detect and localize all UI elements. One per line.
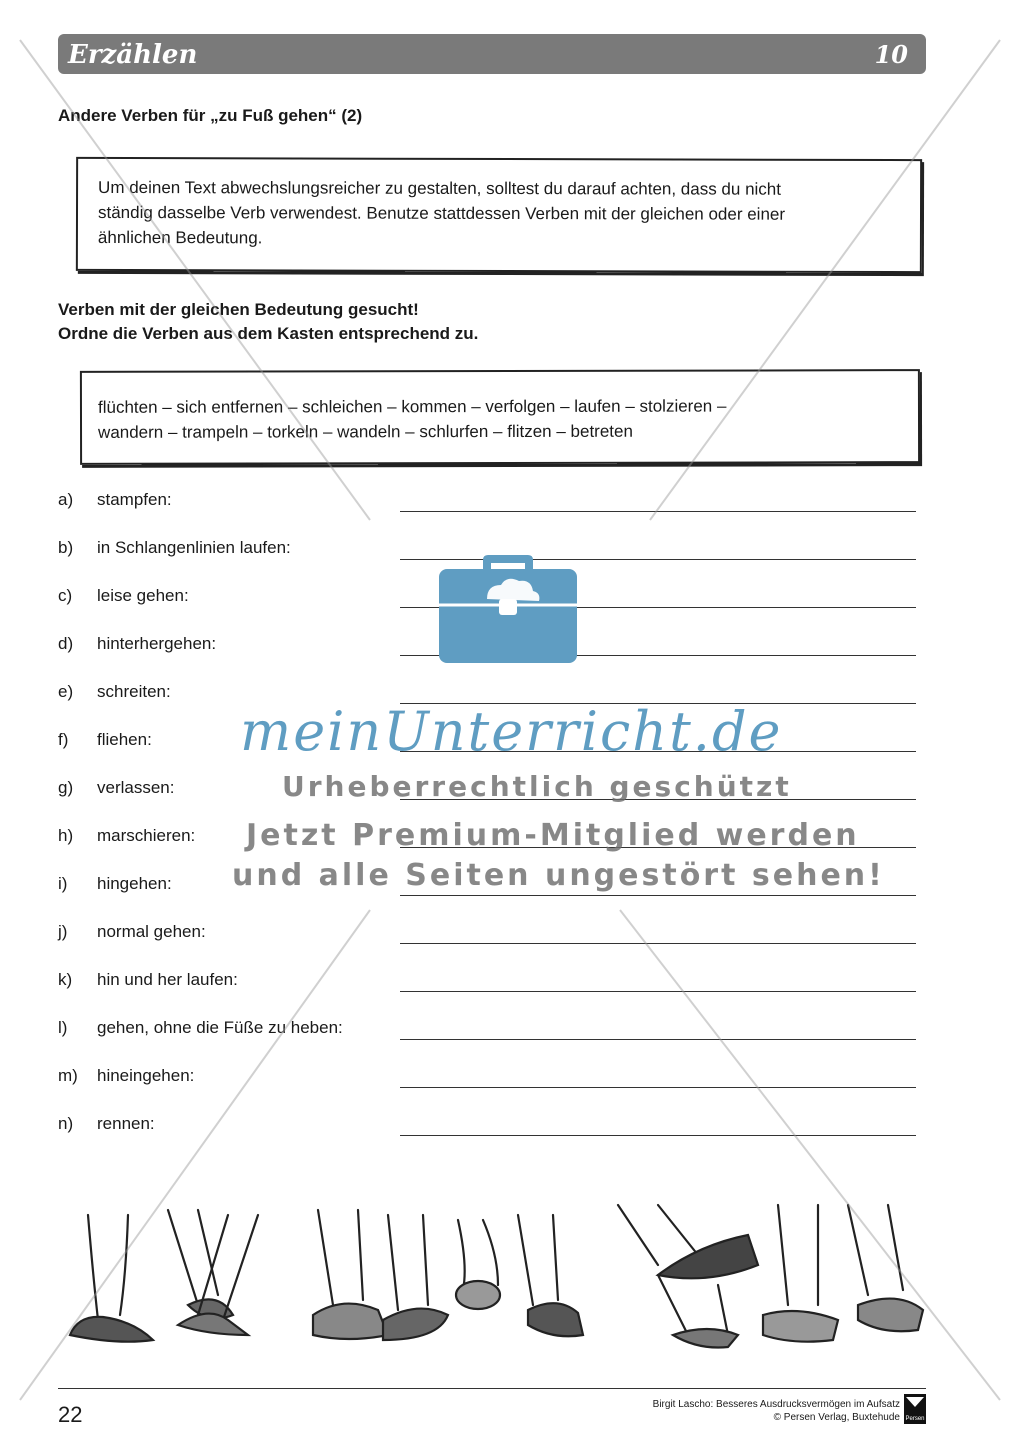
word-line: wandern – trampeln – torkeln – wandeln – schlurfen – flitzen – betreten bbox=[98, 421, 633, 442]
exercise-letter: h) bbox=[58, 826, 74, 845]
answer-line[interactable] bbox=[400, 1135, 916, 1136]
exercise-letter: n) bbox=[58, 1114, 74, 1133]
exercise-letter: e) bbox=[58, 682, 74, 701]
footer-credit bbox=[653, 1398, 900, 1424]
watermark-line-1: Urheberrechtlich geschützt bbox=[282, 770, 792, 803]
credit-line: Birgit Lascho: Besseres Ausdrucksvermögen im Aufsatz bbox=[652, 1399, 900, 1410]
exercise-letter: d) bbox=[58, 634, 74, 653]
answer-line[interactable] bbox=[400, 511, 916, 512]
section-title: Andere Verben für „zu Fuß gehen“ (2) bbox=[58, 106, 363, 125]
exercise-letter: i) bbox=[58, 874, 68, 893]
exercise-row bbox=[0, 970, 1024, 1018]
exercise-row bbox=[0, 490, 1024, 538]
exercise-label: hingehen: bbox=[97, 874, 172, 893]
exercise-row bbox=[0, 1018, 1024, 1066]
answer-line[interactable] bbox=[400, 1087, 916, 1088]
exercise-label: marschieren: bbox=[97, 826, 196, 845]
info-line: Um deinen Text abwechslungsreicher zu gestalten, solltest du darauf achten, dass du nicht bbox=[98, 177, 782, 199]
answer-line[interactable] bbox=[400, 991, 916, 992]
exercise-row bbox=[0, 1114, 1024, 1162]
exercise-letter: b) bbox=[58, 538, 74, 557]
exercise-letter: l) bbox=[58, 1018, 68, 1037]
exercise-label: in Schlangenlinien laufen: bbox=[97, 538, 291, 557]
exercise-label: schreiten: bbox=[97, 682, 171, 701]
exercise-letter: g) bbox=[58, 778, 74, 797]
task-line-1: Verben mit der gleichen Bedeutung gesucht! bbox=[58, 300, 419, 319]
credit-line: © Persen Verlag, Buxtehude bbox=[773, 1412, 900, 1423]
exercise-row bbox=[0, 1066, 1024, 1114]
exercise-label: hineingehen: bbox=[97, 1066, 195, 1085]
page-number: 22 bbox=[58, 1402, 83, 1427]
exercise-label: rennen: bbox=[97, 1114, 155, 1133]
exercise-label: fliehen: bbox=[97, 730, 152, 749]
chapter-title: Erzählen bbox=[68, 40, 198, 70]
answer-line[interactable] bbox=[400, 943, 916, 944]
word-line: flüchten – sich entfernen – schleichen – kommen – verfolgen – laufen – stolzieren – bbox=[97, 396, 727, 417]
svg-text:Persen: Persen bbox=[905, 1416, 925, 1422]
exercise-label: gehen, ohne die Füße zu heben: bbox=[97, 1018, 343, 1037]
exercise-letter: j) bbox=[58, 922, 68, 941]
watermark-line-3: und alle Seiten ungestört sehen! bbox=[232, 858, 885, 893]
info-box bbox=[76, 157, 922, 273]
task-line-2: Ordne die Verben aus dem Kasten entsprechend zu. bbox=[58, 324, 479, 343]
exercise-label: hinterhergehen: bbox=[97, 634, 217, 653]
exercise-letter: c) bbox=[58, 586, 73, 605]
answer-line[interactable] bbox=[400, 895, 916, 896]
exercise-label: normal gehen: bbox=[97, 922, 206, 941]
word-box bbox=[80, 369, 920, 465]
answer-line[interactable] bbox=[400, 1039, 916, 1040]
exercise-label: leise gehen: bbox=[97, 586, 189, 605]
exercise-letter: k) bbox=[58, 970, 73, 989]
exercise-label: stampfen: bbox=[97, 490, 172, 509]
exercise-label: hin und her laufen: bbox=[97, 970, 238, 989]
info-line: ständig dasselbe Verb verwendest. Benutze stattdessen Verben mit der gleichen oder einer bbox=[97, 202, 786, 224]
briefcase-cloud-icon bbox=[435, 555, 581, 665]
exercise-letter: a) bbox=[58, 490, 74, 509]
publisher-logo bbox=[904, 1394, 926, 1424]
footer-divider bbox=[58, 1388, 926, 1389]
exercise-label: verlassen: bbox=[97, 778, 175, 797]
watermark-site: meinUnterricht.de bbox=[240, 700, 783, 763]
walking-feet-illustration bbox=[58, 1195, 926, 1355]
exercise-letter: f) bbox=[58, 730, 69, 749]
exercise-letter: m) bbox=[58, 1066, 78, 1085]
exercise-row bbox=[0, 922, 1024, 970]
info-line: ähnlichen Bedeutung. bbox=[97, 227, 263, 248]
watermark-line-2: Jetzt Premium-Mitglied werden bbox=[246, 818, 860, 853]
chapter-number: 10 bbox=[874, 40, 908, 69]
